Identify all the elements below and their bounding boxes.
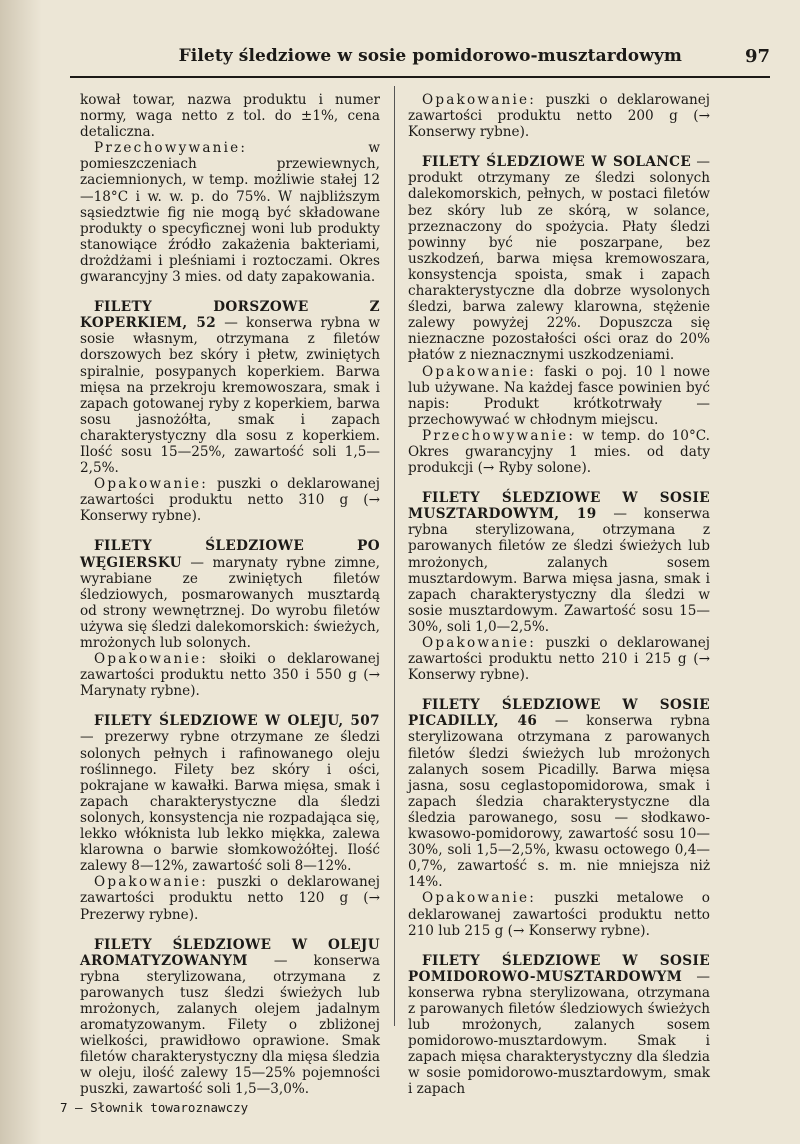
entry-continuation <box>408 92 710 140</box>
entry-text: — produkt otrzymany ze śledzi solonych dalekomorskich, pełnych, w postaci filetów bez skóry lub ze skórą, w solance, przeznaczony do spożycia. Płaty śledzi powinny być nie poszarpane, bez uszkodzeń, barwa mięsa kremowoszara, konsystencja spoista, smak i zapach charakterystyczne dla dobrze wysolonych śledzi, barwa zalewy klarowna, stężenie zalewy powyżej 22%. Dopuszcza się nieznaczne pozostałości ości oraz do 20% płatów z nieznacznymi uszkodzeniami. <box>408 154 710 364</box>
entry-text: kował towar, nazwa produktu i numer normy, waga netto z tol. do ±1%, cena detaliczna. <box>80 92 380 141</box>
entry-filety-w-sosie-musztardowym <box>408 490 710 683</box>
entry-headword: FILETY ŚLEDZIOWE W SOSIE MUSZTARDOWYM, 19 <box>408 490 710 523</box>
packaging-text: puszki o deklarowanej zawartości produktu netto 310 g (→ Konserwy rybne). <box>80 476 380 525</box>
entry-packaging <box>408 890 710 938</box>
entry-filety-w-oleju-aromatyzowanym <box>80 937 380 1098</box>
storage-label: Przechowywanie: <box>94 140 248 157</box>
entry-storage <box>80 140 380 285</box>
packaging-label: Opakowanie: <box>422 635 537 651</box>
entry-packaging <box>80 874 380 922</box>
packaging-text: puszki o deklarowanej zawartości produktu netto 210 i 215 g (→ Konserwy rybne). <box>408 635 710 684</box>
entry-definition <box>408 953 710 1098</box>
packaging-text: faski o poj. 10 l nowe lub używane. Na każdej fasce powinien być napis: Produkt krótkotrwały — przechowywać w chłodnym miejscu. <box>408 363 710 428</box>
entry-definition <box>80 299 380 476</box>
entry-filety-w-sosie-picadilly <box>408 697 710 938</box>
entry-headword: FILETY ŚLEDZIOWE W SOLANCE <box>422 154 692 171</box>
entry-definition <box>80 937 380 1098</box>
entry-text: — konserwa rybna w sosie własnym, otrzymana z filetów dorszowych bez skóry i płetw, zwiniętych spiralnie, posypanych koperkiem. Barwa mięsa na przekroju kremowoszara, smak i zapach gotowanej ryby z koperkiem, barwa sosu jasnożółta, smak i zapach charakterystyczny dla sosu z koperkiem. Ilość sosu 15—25%, zawartość soli 1,5—2,5%. <box>80 315 381 477</box>
left-column <box>80 92 380 1112</box>
entry-definition <box>80 538 380 651</box>
entry-headword: FILETY ŚLEDZIOWE W OLEJU, 507 <box>94 713 380 730</box>
entry-packaging <box>80 651 380 699</box>
entry-text: — prezerwy rybne otrzymane ze śledzi solonych pełnych i rafinowanego oleju roślinnego. Filety bez skóry i ości, pokrajane w kawałki. Barwa mięsa, smak i zapach charakterystyczne dla śledzi solonych, konsystencja nie rozpadająca się, lekko włóknista lub lekko miękka, zalewa klarowna o barwie słomkowożółtej. Ilość zalewy 8—12%, zawartość soli 8—12%. <box>80 729 380 875</box>
entry-definition <box>408 697 710 890</box>
entry-text: — konserwa rybna sterylizowana, otrzymana z parowanych filetów ze śledzi świeżych lub mrożonych, zalanych sosem musztardowym. Barwa mięsa jasna, smak i zapach charakterystyczny dla śledzi w sosie musztardowym. Zawartość sosu 15—30%, soli 1,0—2,5%. <box>408 506 711 635</box>
packaging-text: puszki o deklarowanej zawartości produktu netto 200 g (→ Konserwy rybne). <box>408 92 710 141</box>
entry-text: — konserwa rybna sterylizowana, otrzymana z parowanych filetów śledziowych świeżych lub mrożonych, zalanych sosem pomidorowo-musztardowym. Smak i zapach mięsa charakterystyczny dla śledzia w sosie pomidorowo-musztardowym, smak i zapach <box>408 968 710 1098</box>
packaging-label: Opakowanie: <box>422 363 537 380</box>
packaging-text: słoiki o deklarowanej zawartości produktu netto 350 i 550 g (→ Marynaty rybne). <box>80 651 380 700</box>
entry-packaging <box>80 476 380 524</box>
entry-headword: FILETY ŚLEDZIOWE W OLEJU AROMATYZOWANYM <box>80 936 380 969</box>
storage-text: w pomieszczeniach przewiewnych, zaciemnionych, w temp. możliwie stałej 12—18°C i w. w. p. do 75%. W najbliższym sąsiedztwie fig nie mogą być składowane produkty o specyficznej woni lub produkty stanowiące źródło zakażenia bakteriami, drożdżami i pleśniami i roztoczami. Okres gwarancyjny 3 mies. od daty zapakowania. <box>80 140 380 286</box>
entry-packaging <box>408 635 710 683</box>
page-header <box>70 40 770 78</box>
entry-headword: FILETY ŚLEDZIOWE W SOSIE POMIDOROWO-MUSZTARDOWYM <box>408 952 710 985</box>
column-divider <box>394 86 395 1026</box>
packaging-text: puszki metalowe o deklarowanej zawartości produktu netto 210 lub 215 g (→ Konserwy rybne). <box>408 890 710 939</box>
entry-filety-w-solance <box>408 154 710 476</box>
entry-storage <box>408 428 710 476</box>
page-number: 97 <box>744 46 770 67</box>
packaging-label: Opakowanie: <box>94 476 209 493</box>
page-footer: 7 — Słownik towaroznawczy <box>60 1100 249 1115</box>
entry-definition <box>80 713 380 874</box>
running-title: Filety śledziowe w sosie pomidorowo-musztardowym <box>178 46 682 66</box>
packaging-label: Opakowanie: <box>94 651 209 668</box>
entry-headword: FILETY DORSZOWE Z KOPERKIEM, 52 <box>80 299 380 332</box>
entry-filety-po-wegiersku <box>80 538 380 699</box>
entry-filety-w-sosie-pomidorowo-musztardowym <box>408 953 710 1098</box>
entry-filety-w-oleju <box>80 713 380 922</box>
entry-text: — marynaty rybne zimne, wyrabiane ze zwiniętych filetów śledziowych, posmarowanych musztardą od strony wewnętrznej. Do wyrobu filetów używa się śledzi dalekomorskich: świeżych, mrożonych lub solonych. <box>80 554 380 651</box>
packaging-label: Opakowanie: <box>422 890 537 907</box>
right-column <box>408 92 710 1112</box>
packaging-label: Opakowanie: <box>94 874 209 891</box>
storage-label: Przechowywanie: <box>422 427 576 444</box>
entry-definition <box>408 490 710 635</box>
entry-text: — konserwa rybna sterylizowana otrzymana z parowanych filetów śledzi świeżych lub mrożonych zalanych sosem Picadilly. Barwa mięsa jasna, sosu ceglastopomidorowa, smak i zapach śledzia charakterystyczne dla śledzia parowanego, sosu — słodkawo-kwasowo-pomidorowy, zawartość sosu 10—30%, soli 1,5—2,5%, kwasu octowego 0,4—0,7%, zawartość s. m. nie mniejsza niż 14%. <box>408 713 710 891</box>
entry-filety-dorszowe <box>80 299 380 524</box>
entry-packaging <box>408 92 710 140</box>
storage-text: w temp. do 10°C. Okres gwarancyjny 1 mies. od daty produkcji (→ Ryby solone). <box>408 427 710 477</box>
page-binding-shadow <box>0 0 42 1144</box>
entry-headword: FILETY ŚLEDZIOWE PO WĘGIERSKU <box>80 538 380 571</box>
packaging-text: puszki o deklarowanej zawartości produktu netto 120 g (→ Prezerwy rybne). <box>80 874 380 923</box>
packaging-label: Opakowanie: <box>422 92 537 108</box>
entry-text: — konserwa rybna sterylizowana, otrzymana z parowanych tusz śledzi świeżych lub mrożonych, zalanych olejem jadalnym aromatyzowanym. Filety o zbliżonej wielkości, prawidłowo oprawione. Smak filetów charakterystyczny dla mięsa śledzia w oleju, ilość zalewy 15—25% pojemności puszki, zawartość soli 1,5—3,0%. <box>80 952 380 1098</box>
entry-definition <box>408 154 710 363</box>
entry-packaging <box>408 364 710 428</box>
entry-headword: FILETY ŚLEDZIOWE W SOSIE PICADILLY, 46 <box>408 697 710 730</box>
entry-continuation <box>80 92 380 285</box>
